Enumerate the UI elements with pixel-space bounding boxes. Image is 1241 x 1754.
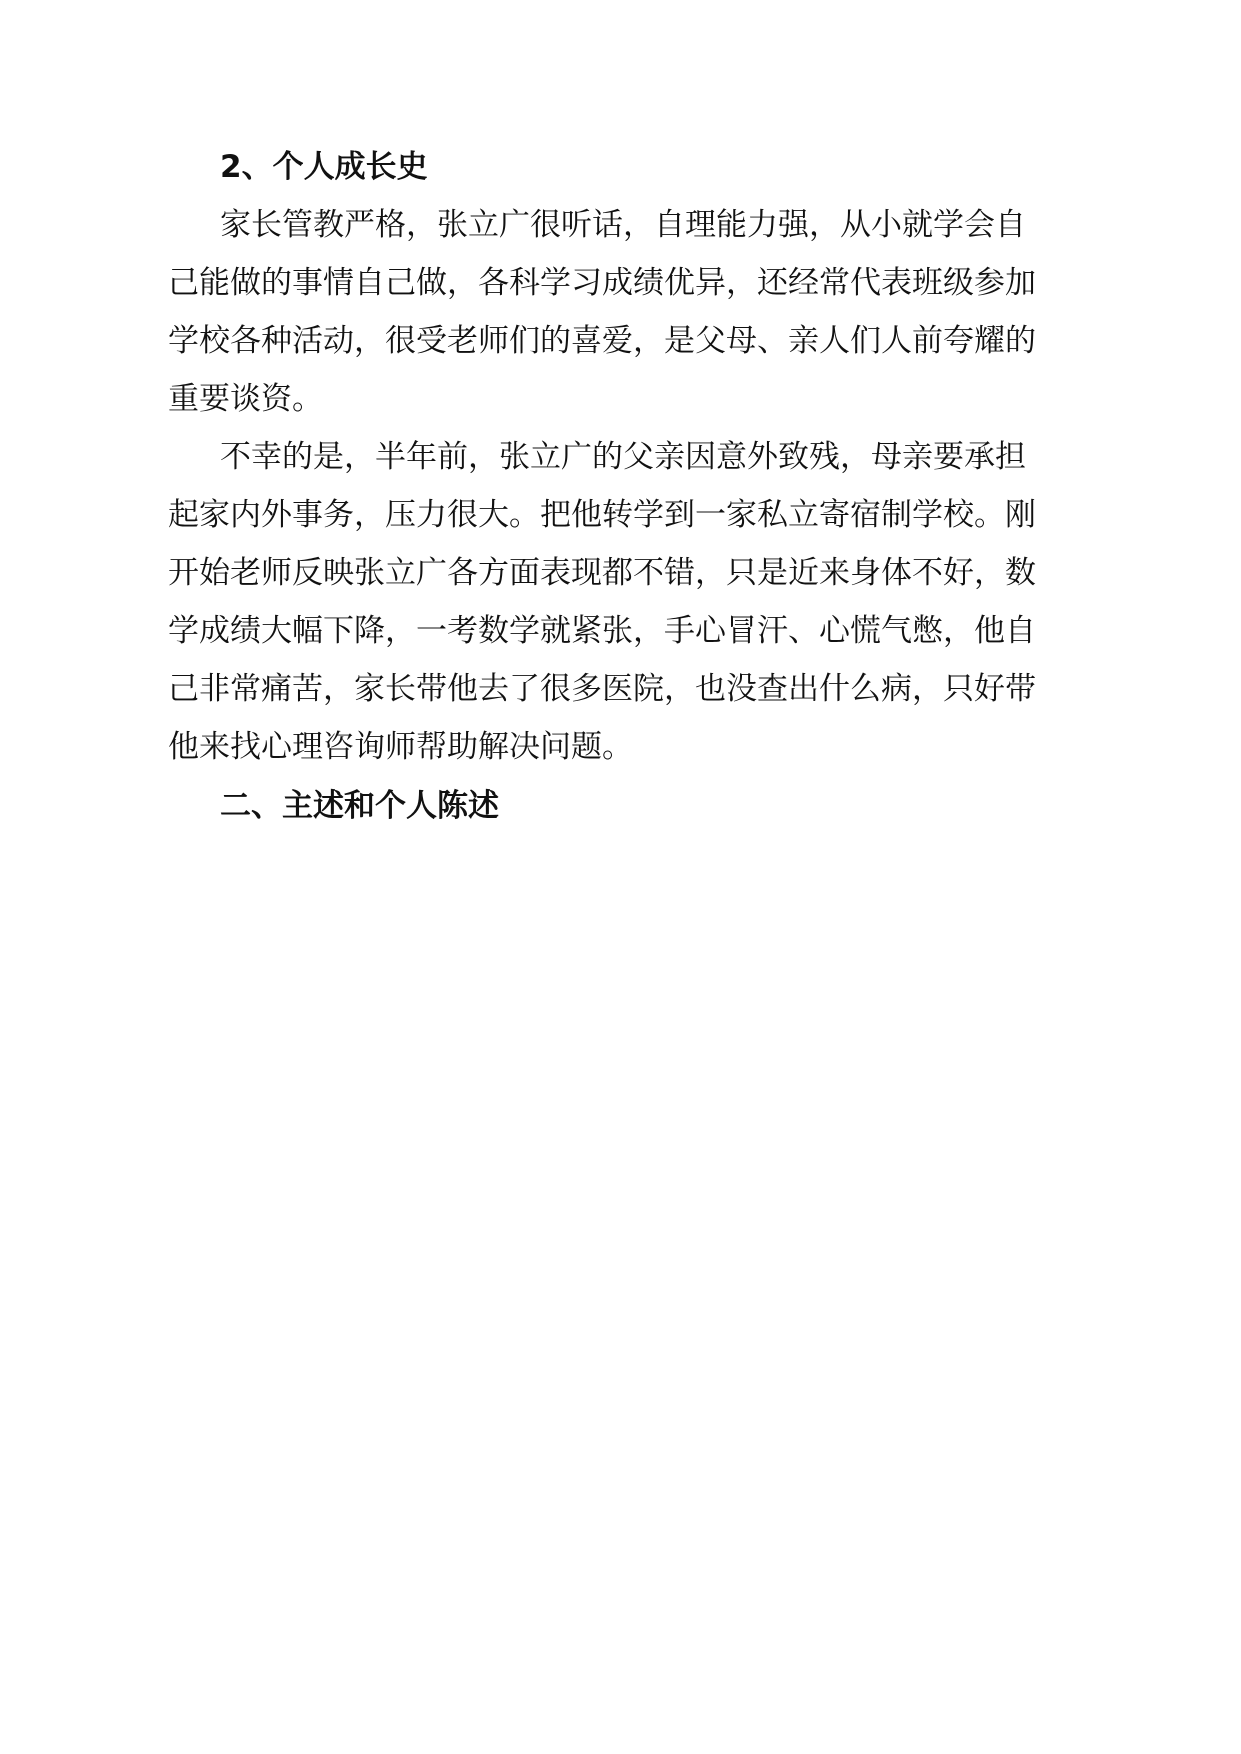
section-2-heading: 2、个人成长史 <box>220 149 428 185</box>
growth-para2-line-4: 学成绩大幅下降，一考数学就紧张，手心冒汗、心慌气憋，他自 <box>168 613 1036 649</box>
growth-para2-line-3: 开始老师反映张立广各方面表现都不错，只是近来身体不好，数 <box>168 555 1036 591</box>
growth-para2-line-5: 己非常痛苦，家长带他去了很多医院，也没查出什么病，只好带 <box>168 671 1036 707</box>
growth-para1-line-1: 家长管教严格，张立广很听话，自理能力强，从小就学会自 <box>220 207 1026 243</box>
growth-para1-line-3: 学校各种活动，很受老师们的喜爱，是父母、亲人们人前夸耀的 <box>168 323 1036 359</box>
growth-para2-line-6: 他来找心理咨询师帮助解决问题。 <box>168 729 633 765</box>
section-two-heading: 二、主述和个人陈述 <box>220 788 499 824</box>
growth-para1-line-2: 己能做的事情自己做，各科学习成绩优异，还经常代表班级参加 <box>168 265 1036 301</box>
growth-para2-line-2: 起家内外事务，压力很大。把他转学到一家私立寄宿制学校。刚 <box>168 497 1036 533</box>
growth-para2-line-1: 不幸的是，半年前，张立广的父亲因意外致残，母亲要承担 <box>220 439 1026 475</box>
growth-para1-line-4: 重要谈资。 <box>168 381 323 417</box>
